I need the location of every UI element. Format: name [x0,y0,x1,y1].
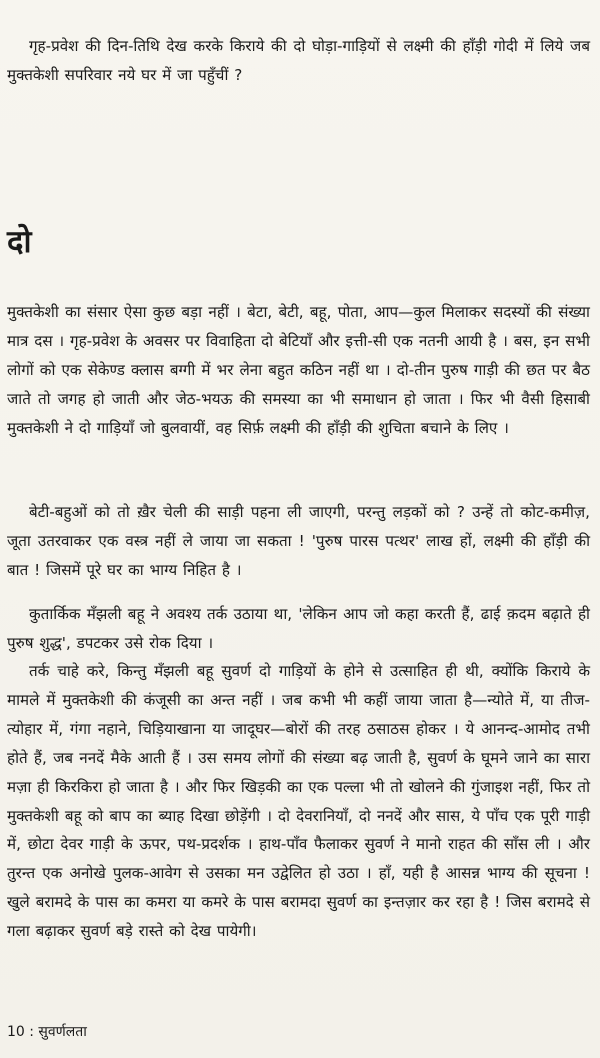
chapter-heading: दो [7,224,32,260]
body-paragraph: बेटी-बहुओं को तो ख़ैर चेली की साड़ी पहना ली जाएगी, परन्तु लड़कों को ? उन्हें तो कोट-कमीज़, जूता उतरवाकर एक वस्त्र नहीं ले जाया जा सकता ! 'पुरुष पारस पत्थर' लाख हों, लक्ष्मी की हाँड़ी की बात ! जिसमें पूरे घर का भाग्य निहित है । [7,503,590,579]
page-footer: 10 : सुवर्णलता [7,1024,87,1040]
body-paragraph: कुतार्किक मँझली बहू ने अवश्य तर्क उठाया था, 'लेकिन आप जो कहा करती हैं, ढाई क़दम बढ़ाते ही पुरुष शुद्ध', डपटकर उसे रोक दिया । [7,605,590,652]
intro-paragraph: गृह-प्रवेश की दिन-तिथि देख करके किराये की दो घोड़ा-गाड़ियों से लक्ष्मी की हाँड़ी गोदी में लिये जब मुक्तकेशी सपरिवार नये घर में जा पहुँचीं ? [7,37,590,84]
body-paragraph: मुक्तकेशी का संसार ऐसा कुछ बड़ा नहीं । बेटा, बेटी, बहू, पोता, आप—कुल मिलाकर सदस्यों की संख्या मात्र दस । गृह-प्रवेश के अवसर पर विवाहिता दो बेटियाँ और इत्ती-सी एक नतनी आयी है । बस, इन सभी लोगों को एक सेकेण्ड क्लास बग्गी में भर लेना बहुत कठिन नहीं था । दो-तीन पुरुष गाड़ी की छत पर बैठ जाते तो जगह हो जाती और जेठ-भयऊ की समस्या का भी समाधान हो जाता । फिर भी वैसी हिसाबी मुक्तकेशी ने दो गाड़ियाँ जो बुलवायीं, वह सिर्फ़ लक्ष्मी की हाँड़ी की शुचिता बचाने के लिए । [7,303,590,437]
body-paragraph: तर्क चाहे करे, किन्तु मँझली बहू सुवर्ण दो गाड़ियों के होने से उत्साहित ही थी, क्योंकि किराये के मामले में मुक्तकेशी की कंजूसी का अन्त नहीं । जब कभी भी कहीं जाया जाता है—न्योते में, या तीज-त्योहार में, गंगा नहाने, चिड़ियाखाना या जादूघर—बोरों की तरह ठसाठस होकर । ये आनन्द-आमोद तभी होते हैं, जब ननदें मैके आती हैं । उस समय लोगों की संख्या बढ़ जाती है, सुवर्ण के घूमने जाने का सारा मज़ा ही किरकिरा हो जाता है । और फिर खिड़की का एक पल्ला भी तो खोलने की गुंजाइश नहीं, फिर तो मुक्तकेशी बहू को बाप का ब्याह दिखा छोड़ेंगी । दो देवरानियाँ, दो ननदें और सास, ये पाँच एक पूरी गाड़ी में, छोटा देवर गाड़ी के ऊपर, पथ-प्रदर्शक । हाथ-पाँव फैलाकर सुवर्ण ने मानो राहत की साँस ली । और तुरन्त एक अनोखे पुलक-आवेग से उसका मन उद्वेलित हो उठा । हाँ, यही है आसन्न भाग्य की सूचना ! खुले बरामदे के पास का कमरा या कमरे के पास बरामदा सुवर्ण का इन्तज़ार कर रहा है ! जिस बरामदे से गला बढ़ाकर सुवर्ण बड़े रास्ते को देख पायेगी। [7,662,590,941]
